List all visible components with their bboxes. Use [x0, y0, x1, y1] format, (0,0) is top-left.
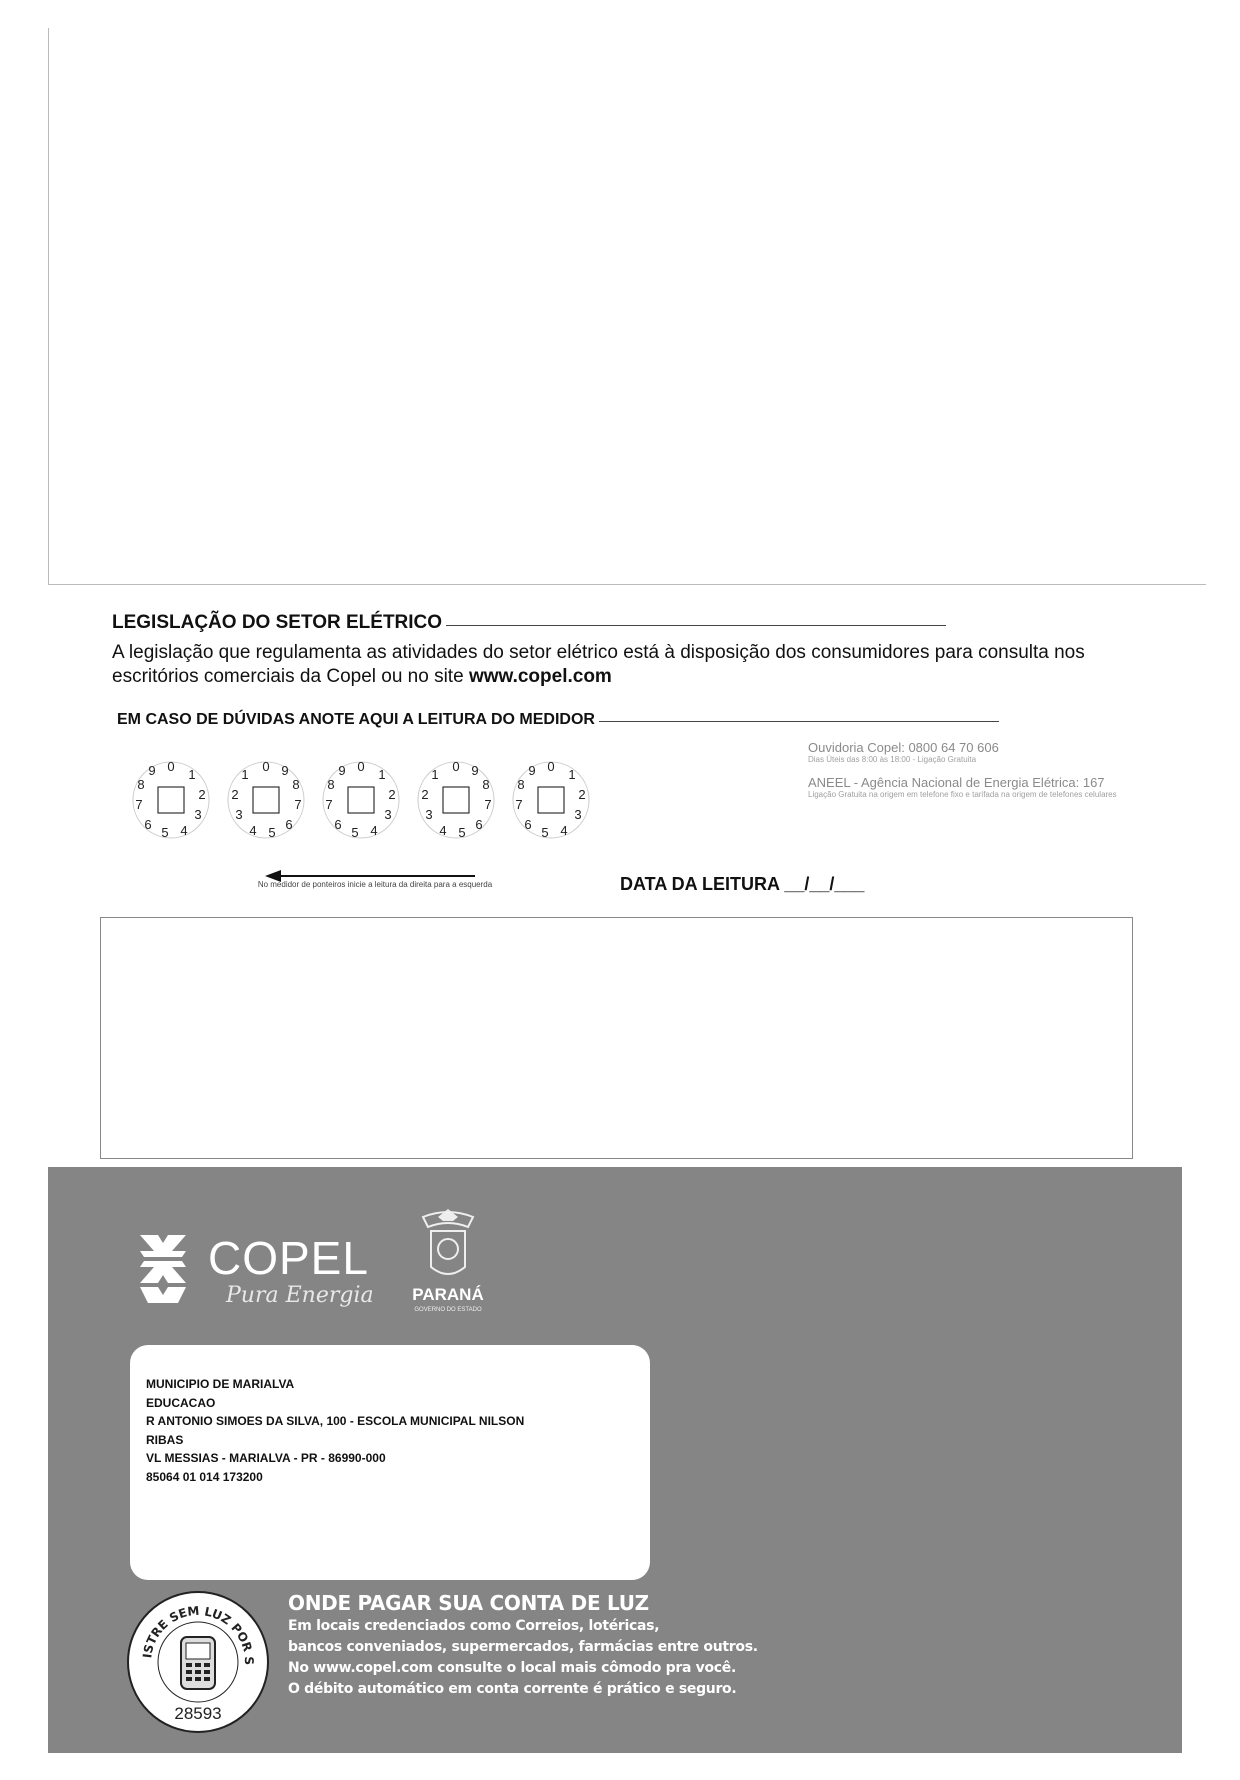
- meter-dial-2: [225, 755, 307, 845]
- address-window: [130, 1345, 650, 1580]
- parana-crest-icon: [393, 1207, 503, 1287]
- svg-text:9: 9: [281, 763, 289, 778]
- svg-text:3: 3: [194, 807, 202, 822]
- envelope-area: [48, 1167, 1182, 1753]
- address-line: EDUCACAO: [146, 1395, 216, 1410]
- ouvidoria-phone: Ouvidoria Copel: 0800 64 70 606: [808, 740, 999, 755]
- meter-dial-4: [415, 755, 497, 845]
- svg-text:6: 6: [144, 817, 152, 832]
- svg-text:REGISTRE SEM LUZ POR SMS: ISTRE SEM LUZ POR S: [140, 1603, 257, 1666]
- svg-text:7: 7: [294, 797, 302, 812]
- svg-text:7: 7: [325, 797, 333, 812]
- svg-text:3: 3: [235, 807, 243, 822]
- address-line: 85064 01 014 173200: [146, 1469, 263, 1484]
- svg-text:1: 1: [378, 767, 386, 782]
- svg-text:0: 0: [357, 759, 365, 774]
- svg-text:9: 9: [148, 763, 156, 778]
- contact-info: [808, 740, 1188, 800]
- parana-logo: [393, 1207, 503, 1327]
- meter-dial-5: [510, 755, 592, 845]
- svg-text:0: 0: [167, 759, 175, 774]
- svg-text:6: 6: [334, 817, 342, 832]
- parana-subtitle: GOVERNO DO ESTADO: [414, 1307, 482, 1313]
- payment-line: bancos conveniados, supermercados, farmácias entre outros.: [288, 1639, 758, 1655]
- recipient-address: [146, 1375, 636, 1486]
- address-line: R ANTONIO SIMOES DA SILVA, 100 - ESCOLA MUNICIPAL NILSON: [146, 1414, 525, 1428]
- svg-text:9: 9: [471, 763, 479, 778]
- meter-dials: [130, 755, 630, 865]
- svg-text:3: 3: [384, 807, 392, 822]
- svg-text:1: 1: [241, 767, 249, 782]
- svg-text:5: 5: [541, 825, 549, 840]
- sms-phone-badge-icon: [123, 1587, 273, 1737]
- svg-text:5: 5: [161, 825, 169, 840]
- meter-dial-3: [320, 755, 402, 845]
- aneel-phone: ANEEL - Agência Nacional de Energia Elétrica: 167: [808, 775, 1105, 790]
- svg-text:2: 2: [421, 787, 429, 802]
- svg-text:9: 9: [338, 763, 346, 778]
- meter-dial-1: [130, 755, 212, 845]
- svg-text:6: 6: [285, 817, 293, 832]
- parana-name: PARANÁ: [412, 1285, 484, 1304]
- notes-box: [100, 917, 1133, 1159]
- address-line: RIBAS: [146, 1432, 184, 1447]
- svg-text:2: 2: [231, 787, 239, 802]
- legislacao-text: A legislação que regulamenta as atividades do setor elétrico está à disposição dos consumidores para consulta nos escritórios comerciais da Copel ou no site www.copel.com: [112, 642, 1085, 687]
- copel-site-link[interactable]: www.copel.com: [468, 666, 612, 687]
- payment-line: O débito automático em conta corrente é prático e seguro.: [288, 1681, 737, 1697]
- svg-text:4: 4: [560, 823, 568, 838]
- reading-date: DATA DA LEITURA __/__/___: [620, 874, 865, 894]
- svg-text:8: 8: [327, 777, 335, 792]
- ouvidoria-hours: Dias Úteis das 8:00 às 18:00 - Ligação Gratuita: [808, 755, 977, 764]
- copel-mark-icon: [128, 1233, 198, 1305]
- svg-text:1: 1: [431, 767, 439, 782]
- svg-text:3: 3: [425, 807, 433, 822]
- svg-text:4: 4: [180, 823, 188, 838]
- copel-logo: [128, 1227, 388, 1307]
- svg-text:4: 4: [439, 823, 447, 838]
- svg-text:4: 4: [249, 823, 257, 838]
- svg-text:6: 6: [475, 817, 483, 832]
- svg-text:1: 1: [188, 767, 196, 782]
- payment-line: Em locais credenciados como Correios, lotéricas,: [288, 1618, 660, 1634]
- address-line: MUNICIPIO DE MARIALVA: [146, 1377, 295, 1391]
- svg-text:5: 5: [458, 825, 466, 840]
- svg-text:6: 6: [524, 817, 532, 832]
- svg-text:7: 7: [484, 797, 492, 812]
- sms-number: 28593: [174, 1704, 222, 1723]
- payment-title: ONDE PAGAR SUA CONTA DE LUZ: [288, 1591, 649, 1615]
- meter-reading-note: No medidor de ponteiros inicie a leitura da direita para a esquerda: [257, 880, 493, 889]
- svg-text:8: 8: [482, 777, 490, 792]
- svg-text:1: 1: [568, 767, 576, 782]
- svg-text:2: 2: [388, 787, 396, 802]
- svg-text:7: 7: [135, 797, 143, 812]
- sms-badge: [123, 1587, 273, 1737]
- blank-top-area: [48, 28, 1206, 585]
- copel-brand: COPEL: [208, 1232, 369, 1284]
- aneel-note: Ligação Gratuita na origem em telefone fixo e tarifada na origem de telefones celulares: [808, 790, 1117, 799]
- svg-text:2: 2: [198, 787, 206, 802]
- address-line: VL MESSIAS - MARIALVA - PR - 86990-000: [146, 1451, 386, 1465]
- svg-text:2: 2: [578, 787, 586, 802]
- payment-line: No www.copel.com consulte o local mais cômodo pra você.: [288, 1660, 737, 1676]
- svg-text:9: 9: [528, 763, 536, 778]
- legislacao-title: LEGISLAÇÃO DO SETOR ELÉTRICO: [112, 612, 946, 634]
- svg-text:8: 8: [292, 777, 300, 792]
- reading-date-blank[interactable]: __/__/___: [784, 874, 865, 894]
- svg-text:4: 4: [370, 823, 378, 838]
- svg-text:8: 8: [517, 777, 525, 792]
- svg-text:8: 8: [137, 777, 145, 792]
- duvidas-title: EM CASO DE DÚVIDAS ANOTE AQUI A LEITURA DO MEDIDOR: [117, 711, 999, 729]
- svg-text:5: 5: [268, 825, 276, 840]
- copel-slogan: Pura Energia: [226, 1283, 374, 1308]
- svg-text:5: 5: [351, 825, 359, 840]
- payment-info: [288, 1590, 888, 1700]
- svg-text:3: 3: [574, 807, 582, 822]
- svg-text:0: 0: [547, 759, 555, 774]
- svg-text:7: 7: [515, 797, 523, 812]
- svg-text:0: 0: [452, 759, 460, 774]
- svg-text:0: 0: [262, 759, 270, 774]
